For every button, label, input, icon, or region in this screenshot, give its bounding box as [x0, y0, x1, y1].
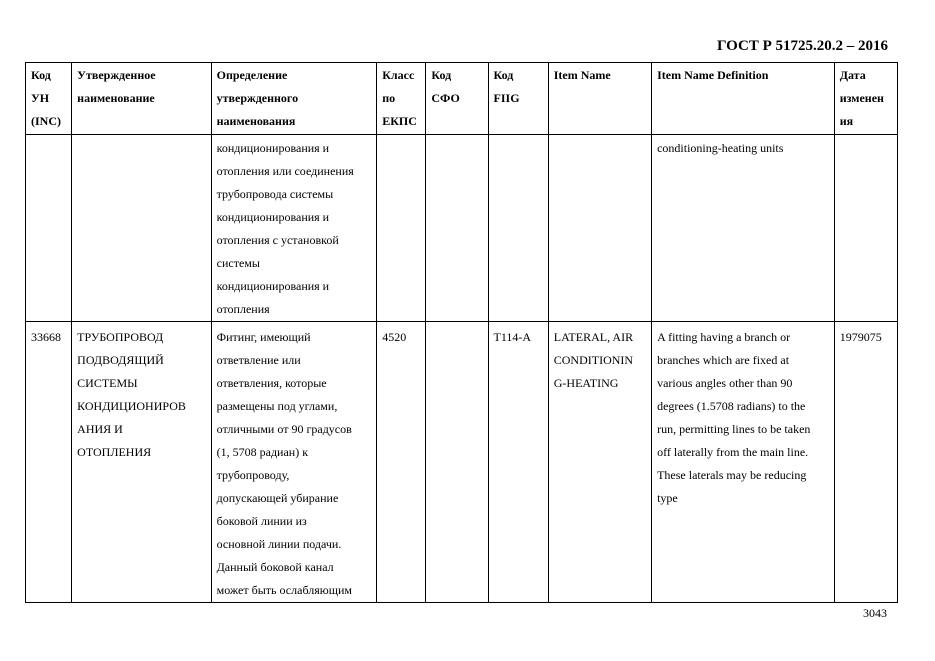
document-title: ГОСТ Р 51725.20.2 – 2016	[716, 38, 888, 54]
cell-fiig: T114-A	[488, 322, 548, 603]
header-class: Класс по ЕКПС	[377, 63, 426, 135]
cell-sfo	[426, 322, 488, 603]
header-item-name-definition: Item Name Definition	[652, 63, 835, 135]
header-definition: Определение утвержденного наименования	[211, 63, 377, 135]
table-row	[26, 135, 898, 322]
cell-definition: кондиционирования и отопления или соединения трубопровода системы кондиционирования и отопления с установкой системы кондиционирования и отопления	[211, 135, 377, 322]
cell-date	[834, 135, 897, 322]
cell-fiig	[488, 135, 548, 322]
cell-class: 4520	[377, 322, 426, 603]
cell-definition: Фитинг, имеющий ответвление или ответвления, которые размещены под углами, отличными от 90 градусов (1, 5708 радиан) к трубопроводу, допускающей убирание боковой линии из основной линии подачи. Данный боковой канал может быть ослабляющим	[211, 322, 377, 603]
table-row	[26, 322, 898, 603]
cell-item-name: LATERAL, AIR CONDITIONIN G-HEATING	[548, 322, 651, 603]
header-fiig: Код FIIG	[488, 63, 548, 135]
cell-approved-name	[72, 135, 211, 322]
header-approved-name: Утвержденное наименование	[72, 63, 211, 135]
cell-item-name-definition: A fitting having a branch or branches which are fixed at various angles other than 90 degrees (1.5708 radians) to the run, permitting lines to be taken off laterally from the main line. These laterals may be reducing type	[652, 322, 835, 603]
cell-item-name-definition: conditioning-heating units	[652, 135, 835, 322]
cell-approved-name: ТРУБОПРОВОД ПОДВОДЯЩИЙ СИСТЕМЫ КОНДИЦИОНИРОВ АНИЯ И ОТОПЛЕНИЯ	[72, 322, 211, 603]
cell-inc	[26, 135, 72, 322]
header-sfo: Код СФО	[426, 63, 488, 135]
cell-inc: 33668	[26, 322, 72, 603]
header-inc: Код УН (INC)	[26, 63, 72, 135]
cell-sfo	[426, 135, 488, 322]
header-item-name: Item Name	[548, 63, 651, 135]
data-table	[25, 62, 898, 603]
cell-item-name	[548, 135, 651, 322]
header-date: Дата изменен ия	[834, 63, 897, 135]
page-number: 3043	[863, 606, 887, 620]
cell-date: 1979075	[834, 322, 897, 603]
cell-class	[377, 135, 426, 322]
table-header-row	[26, 63, 898, 135]
